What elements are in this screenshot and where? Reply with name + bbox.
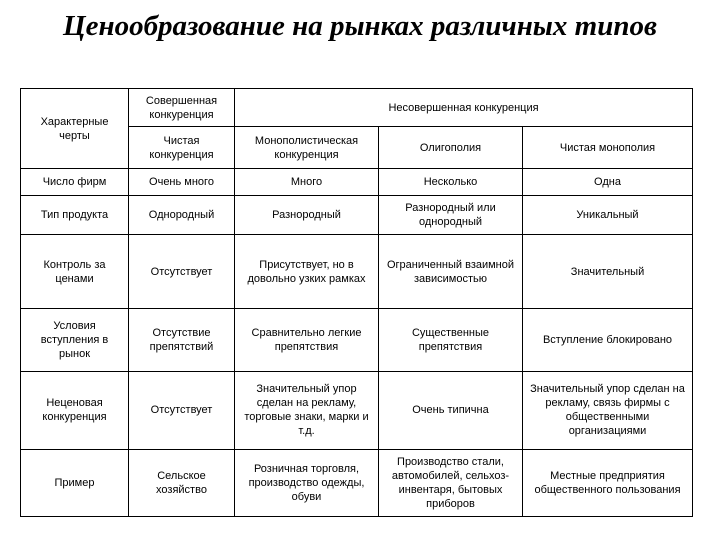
- row-label: Неценовая конкуренция: [21, 371, 129, 449]
- row-label: Условия вступления в рынок: [21, 309, 129, 372]
- table-row: [21, 195, 693, 234]
- cell-pure-monopoly: Одна: [523, 169, 693, 196]
- cell-oligopoly: Производство стали, автомобилей, сельхоз-инвентаря, бытовых приборов: [379, 450, 523, 517]
- header-perfect-group: Совершенная конкуренция: [129, 89, 235, 127]
- table-row: [21, 450, 693, 517]
- cell-perfect: Отсутствует: [129, 371, 235, 449]
- cell-oligopoly: Несколько: [379, 169, 523, 196]
- cell-perfect: Сельское хозяйство: [129, 450, 235, 517]
- slide-title: Ценообразование на рынках различных типов: [63, 10, 657, 42]
- cell-oligopoly: Разнородный или однородный: [379, 195, 523, 234]
- header-row-1: [21, 89, 693, 127]
- header-perfect: Чистая конкуренция: [129, 127, 235, 169]
- cell-pure-monopoly: Уникальный: [523, 195, 693, 234]
- cell-oligopoly: Очень типична: [379, 371, 523, 449]
- cell-pure-monopoly: Местные предприятия общественного пользования: [523, 450, 693, 517]
- table-row: [21, 309, 693, 372]
- header-monopolistic: Монополистическая конкуренция: [235, 127, 379, 169]
- cell-perfect: Отсутствует: [129, 235, 235, 309]
- header-features: Характерные черты: [21, 89, 129, 169]
- cell-monopolistic: Присутствует, но в довольно узких рамках: [235, 235, 379, 309]
- cell-monopolistic: Значительный упор сделан на рекламу, торговые знаки, марки и т.д.: [235, 371, 379, 449]
- cell-pure-monopoly: Значительный упор сделан на рекламу, связь фирмы с общественными организациями: [523, 371, 693, 449]
- cell-monopolistic: Розничная торговля, производство одежды, обуви: [235, 450, 379, 517]
- market-types-table: [20, 88, 693, 517]
- header-oligopoly: Олигополия: [379, 127, 523, 169]
- table-row: [21, 235, 693, 309]
- table-row: [21, 371, 693, 449]
- cell-oligopoly: Существенные препятствия: [379, 309, 523, 372]
- header-imperfect-group: Несовершенная конкуренция: [235, 89, 693, 127]
- cell-monopolistic: Много: [235, 169, 379, 196]
- cell-perfect: Очень много: [129, 169, 235, 196]
- cell-perfect: Однородный: [129, 195, 235, 234]
- row-label: Тип продукта: [21, 195, 129, 234]
- row-label: Контроль за ценами: [21, 235, 129, 309]
- cell-pure-monopoly: Вступление блокировано: [523, 309, 693, 372]
- cell-perfect: Отсутствие препятствий: [129, 309, 235, 372]
- cell-monopolistic: Сравнительно легкие препятствия: [235, 309, 379, 372]
- row-label: Пример: [21, 450, 129, 517]
- header-pure-monopoly: Чистая монополия: [523, 127, 693, 169]
- cell-monopolistic: Разнородный: [235, 195, 379, 234]
- table-row: [21, 169, 693, 196]
- row-label: Число фирм: [21, 169, 129, 196]
- cell-oligopoly: Ограниченный взаимной зависимостью: [379, 235, 523, 309]
- cell-pure-monopoly: Значительный: [523, 235, 693, 309]
